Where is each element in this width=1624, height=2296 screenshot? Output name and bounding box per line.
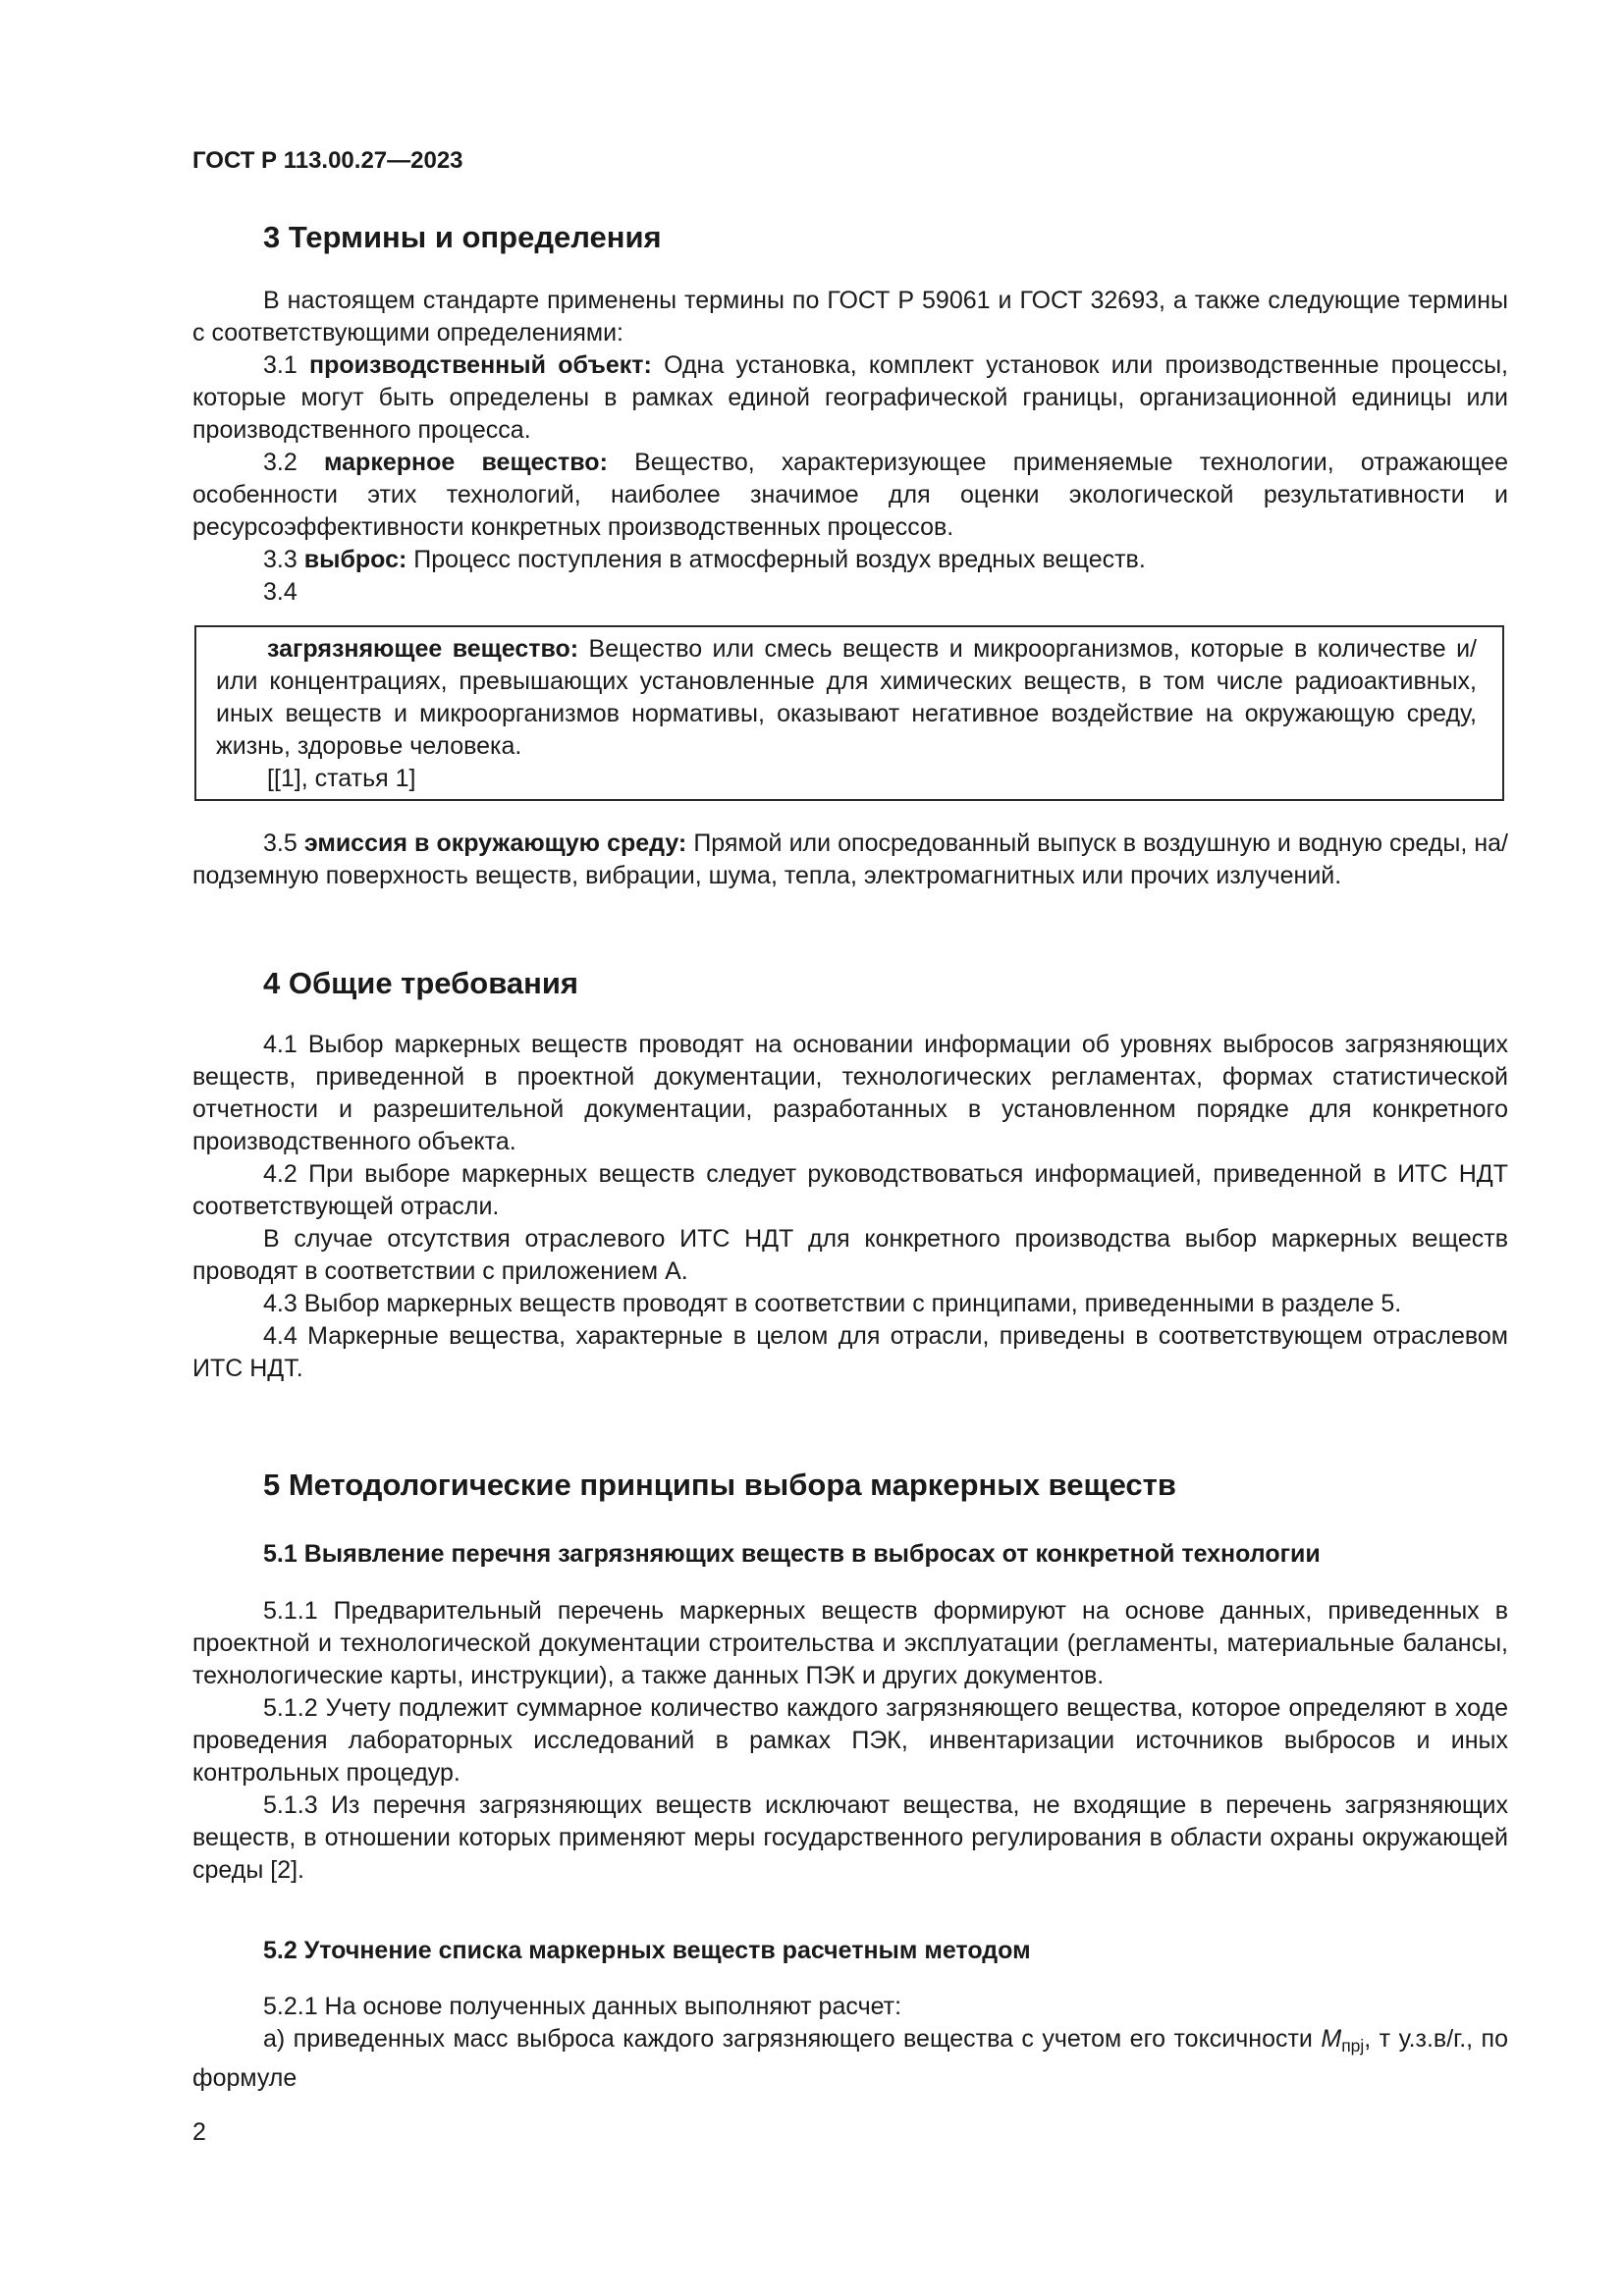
- term-3-4-reference: [[1], статья 1]: [267, 765, 416, 792]
- term-3-4-number: 3.4: [263, 578, 298, 606]
- clause-5-2-1: 5.2.1 На основе полученных данных выполняют расчет:: [263, 1993, 902, 2020]
- term-3-5-block: [192, 828, 1508, 892]
- clause-5-1-1: 5.1.1 Предварительный перечень маркерных веществ формируют на основе данных, приведенных в проектной и технологической документации строительства и эксплуатации (регламенты, материальные балансы, технологические карты, инструкции), а также данных ПЭК и других документов.: [192, 1597, 1508, 1689]
- term-3-4: [216, 633, 1477, 763]
- clause-5-2-1-a: [192, 2023, 1508, 2095]
- term-name: эмиссия в окружающую среду:: [303, 829, 687, 857]
- section-4-heading: 4 Общие требования: [263, 966, 578, 1000]
- term-number: 3.3: [263, 546, 298, 573]
- section-5-heading: 5 Методологические принципы выбора маркерных веществ: [263, 1468, 1176, 1502]
- term-3-1: [192, 349, 1508, 447]
- clause-4-3: 4.3 Выбор маркерных веществ проводят в соответствии с принципами, приведенными в разделе 5.: [263, 1290, 1402, 1317]
- clause-5-1-2: 5.1.2 Учету подлежит суммарное количество каждого загрязняющего вещества, которое определяют в ходе проведения лабораторных исследований в рамках ПЭК, инвентаризации источников выбросов и иных контрольных процедур.: [192, 1694, 1508, 1787]
- term-definition: Процесс поступления в атмосферный воздух вредных веществ.: [413, 546, 1146, 573]
- term-definition: Одна установка, комплект установок или производственные процессы, которые могут быть определены в рамках единой географической границы, организационной единицы или производственного процесса.: [192, 351, 1508, 444]
- term-name: маркерное вещество:: [323, 449, 608, 476]
- term-3-2: [192, 447, 1508, 544]
- clause-5-1-3: 5.1.3 Из перечня загрязняющих веществ исключают вещества, не входящие в перечень загрязняющих веществ, в отношении которых применяют меры государственного регулирования в области охраны окружающей среды [2].: [192, 1791, 1508, 1884]
- term-name: производственный объект:: [309, 351, 652, 379]
- section-3-intro: В настоящем стандарте применены термины по ГОСТ Р 59061 и ГОСТ 32693, а также следующие термины с соответствующими определениями:: [192, 287, 1508, 347]
- subsection-5-2-body: [192, 1991, 1508, 2095]
- clause-text-tail: , т у.з.в/г., по формуле: [192, 2025, 1508, 2092]
- term-3-5: [192, 828, 1508, 892]
- clause-4-2-note: В случае отсутствия отраслевого ИТС НДТ для конкретного производства выбор маркерных веществ проводят в соответствии с приложением А.: [192, 1225, 1508, 1285]
- term-3-4-box: [194, 625, 1504, 801]
- term-definition: Вещество, характеризующее применяемые технологии, отражающее особенности этих технологий, наиболее значимое для оценки экологической результативности и ресурсоэффективности конкретных производственных процессов.: [192, 449, 1508, 541]
- term-number: 3.1: [263, 351, 298, 379]
- term-definition: Вещество или смесь веществ и микроорганизмов, которые в количестве и/или концентрациях, превышающих установленные для химических веществ, в том числе радиоактивных, иных веществ и микроорганизмов нормативы, оказывают негативное воздействие на окружающую среду, жизнь, здоровье человека.: [216, 635, 1477, 760]
- section-3-heading: 3 Термины и определения: [263, 220, 662, 254]
- subsection-5-1-heading: 5.1 Выявление перечня загрязняющих веществ в выбросах от конкретной технологии: [263, 1540, 1321, 1568]
- section-3-body: [192, 285, 1508, 609]
- subsection-5-2-heading: 5.2 Уточнение списка маркерных веществ расчетным методом: [263, 1937, 1031, 1964]
- clause-text: а) приведенных масс выброса каждого загрязняющего вещества с учетом его токсичности: [263, 2025, 1313, 2053]
- clause-4-1: 4.1 Выбор маркерных веществ проводят на основании информации об уровнях выбросов загрязняющих веществ, приведенной в проектной документации, технологических регламентах, формах статистической отчетности и разрешительной документации, разработанных в установленном порядке для конкретного производственного объекта.: [192, 1031, 1508, 1155]
- term-number: 3.2: [263, 449, 298, 476]
- term-name: выброс:: [303, 546, 407, 573]
- clause-4-4: 4.4 Маркерные вещества, характерные в целом для отрасли, приведены в соответствующем отраслевом ИТС НДТ.: [192, 1322, 1508, 1382]
- term-number: 3.5: [263, 829, 298, 857]
- subsection-5-1-body: [192, 1595, 1508, 1887]
- clause-4-2: 4.2 При выборе маркерных веществ следует руководствоваться информацией, приведенной в ИТС НДТ соответствующей отрасли.: [192, 1160, 1508, 1220]
- mass-subscript: прj: [1341, 2036, 1365, 2056]
- document-number-header: ГОСТ Р 113.00.27—2023: [192, 147, 463, 174]
- term-name: загрязняющее вещество:: [267, 635, 579, 663]
- mass-symbol: M: [1321, 2025, 1342, 2053]
- page-number: 2: [192, 2118, 206, 2146]
- term-3-3: [192, 544, 1508, 576]
- term-definition: Прямой или опосредованный выпуск в воздушную и водную среды, на/подземную поверхность веществ, вибрации, шума, тепла, электромагнитных или прочих излучений.: [192, 829, 1508, 889]
- section-4-body: [192, 1029, 1508, 1385]
